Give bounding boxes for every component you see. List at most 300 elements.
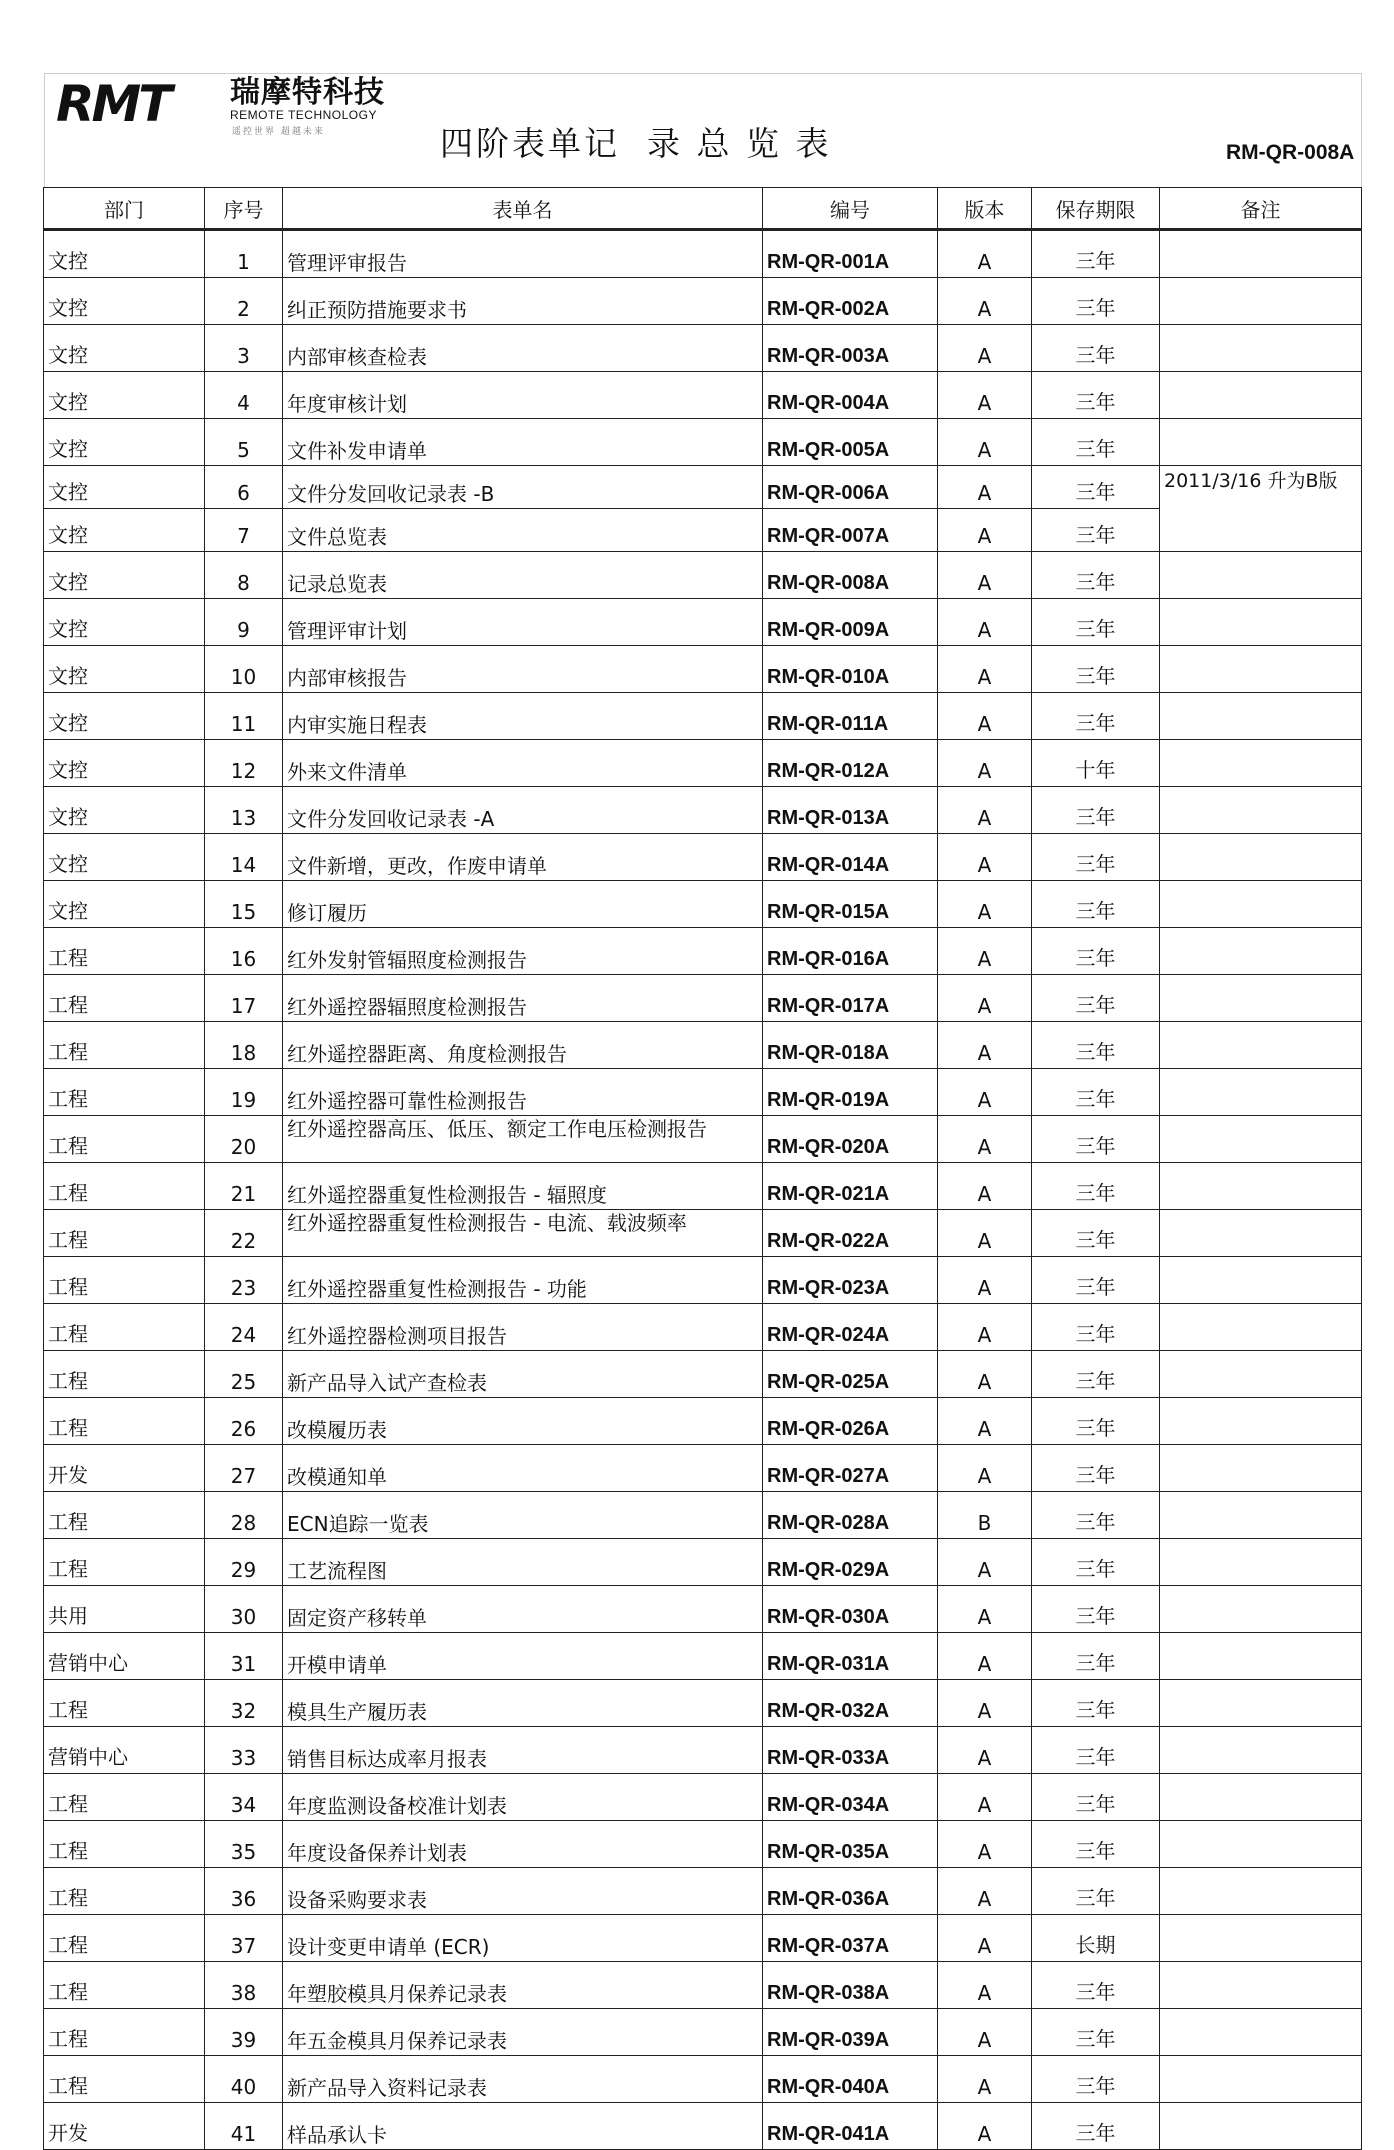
table-cell-code: RM-QR-012A — [763, 740, 938, 787]
table-cell-form-name: 记录总览表 — [283, 552, 763, 599]
table-cell-retention: 三年 — [1032, 1210, 1160, 1257]
table-cell-form-name: 开模申请单 — [283, 1633, 763, 1680]
table-cell-version: A — [938, 1821, 1032, 1868]
table-row — [44, 1445, 1362, 1492]
table-cell-dept: 工程 — [44, 1868, 205, 1915]
column-header-name: 表单名 — [283, 188, 763, 230]
table-cell-code: RM-QR-026A — [763, 1398, 938, 1445]
table-cell-version: A — [938, 693, 1032, 740]
table-cell-dept: 工程 — [44, 1116, 205, 1163]
table-cell-retention: 三年 — [1032, 552, 1160, 599]
table-cell-code: RM-QR-011A — [763, 693, 938, 740]
table-cell-code: RM-QR-029A — [763, 1539, 938, 1586]
table-cell-form-name: 新产品导入资料记录表 — [283, 2056, 763, 2103]
table-cell-seq: 36 — [205, 1868, 283, 1915]
table-cell-form-name: 年度审核计划 — [283, 372, 763, 419]
table-cell-dept: 营销中心 — [44, 1633, 205, 1680]
table-cell-retention: 三年 — [1032, 1398, 1160, 1445]
table-cell-remark — [1160, 928, 1362, 975]
table-row — [44, 1257, 1362, 1304]
table-cell-form-name: 文件分发回收记录表 -B — [283, 466, 763, 509]
table-cell-code: RM-QR-004A — [763, 372, 938, 419]
table-cell-version: A — [938, 1116, 1032, 1163]
table-cell-retention: 三年 — [1032, 1727, 1160, 1774]
table-cell-code: RM-QR-016A — [763, 928, 938, 975]
table-cell-remark — [1160, 1304, 1362, 1351]
table-cell-retention: 三年 — [1032, 1163, 1160, 1210]
table-cell-remark — [1160, 1398, 1362, 1445]
table-cell-form-name: 文件补发申请单 — [283, 419, 763, 466]
table-row — [44, 1680, 1362, 1727]
logo-company-name: 瑞摩特科技 — [230, 75, 385, 110]
table-cell-seq: 30 — [205, 1586, 283, 1633]
table-cell-version: A — [938, 1915, 1032, 1962]
table-cell-dept: 工程 — [44, 1915, 205, 1962]
table-cell-dept: 文控 — [44, 278, 205, 325]
table-row — [44, 1915, 1362, 1962]
table-cell-seq: 23 — [205, 1257, 283, 1304]
table-cell-seq: 41 — [205, 2103, 283, 2150]
table-cell-dept: 工程 — [44, 1962, 205, 2009]
table-cell-seq: 7 — [205, 509, 283, 552]
table-row — [44, 466, 1362, 509]
table-cell-dept: 文控 — [44, 881, 205, 928]
table-cell-retention: 长期 — [1032, 1915, 1160, 1962]
table-cell-retention: 三年 — [1032, 1633, 1160, 1680]
logo-slogan: 遥控世界 超越未来 — [232, 127, 325, 137]
table-cell-retention: 三年 — [1032, 928, 1160, 975]
table-cell-retention: 三年 — [1032, 1257, 1160, 1304]
table-row — [44, 928, 1362, 975]
table-row — [44, 834, 1362, 881]
table-body — [44, 230, 1362, 2150]
table-cell-remark — [1160, 1774, 1362, 1821]
table-cell-code: RM-QR-018A — [763, 1022, 938, 1069]
table-cell-form-name: 年度设备保养计划表 — [283, 1821, 763, 1868]
table-cell-form-name: ECN追踪一览表 — [283, 1492, 763, 1539]
table-cell-code: RM-QR-021A — [763, 1163, 938, 1210]
table-cell-remark — [1160, 2009, 1362, 2056]
logo-letters: RMT — [56, 75, 170, 133]
table-row — [44, 1398, 1362, 1445]
table-cell-dept: 工程 — [44, 1398, 205, 1445]
records-table — [43, 187, 1362, 2150]
table-cell-code: RM-QR-019A — [763, 1069, 938, 1116]
table-row — [44, 975, 1362, 1022]
table-cell-version: A — [938, 509, 1032, 552]
table-cell-retention: 三年 — [1032, 1680, 1160, 1727]
table-cell-version: A — [938, 230, 1032, 278]
table-cell-retention: 三年 — [1032, 509, 1160, 552]
table-cell-form-name: 纠正预防措施要求书 — [283, 278, 763, 325]
table-cell-dept: 工程 — [44, 1774, 205, 1821]
table-cell-version: A — [938, 1163, 1032, 1210]
table-cell-remark — [1160, 1022, 1362, 1069]
table-cell-form-name: 红外遥控器重复性检测报告 - 辐照度 — [283, 1163, 763, 1210]
table-cell-remark — [1160, 1257, 1362, 1304]
table-cell-retention: 三年 — [1032, 975, 1160, 1022]
table-cell-dept: 工程 — [44, 2056, 205, 2103]
table-cell-retention: 三年 — [1032, 278, 1160, 325]
table-cell-version: A — [938, 2056, 1032, 2103]
table-cell-remark — [1160, 1821, 1362, 1868]
table-cell-remark — [1160, 1116, 1362, 1163]
table-row — [44, 1821, 1362, 1868]
table-cell-dept: 文控 — [44, 693, 205, 740]
table-cell-dept: 工程 — [44, 2009, 205, 2056]
table-cell-dept: 共用 — [44, 1586, 205, 1633]
table-row — [44, 1210, 1362, 1257]
table-cell-code: RM-QR-005A — [763, 419, 938, 466]
table-cell-seq: 10 — [205, 646, 283, 693]
table-cell-form-name: 年度监测设备校准计划表 — [283, 1774, 763, 1821]
table-cell-dept: 开发 — [44, 2103, 205, 2150]
table-cell-remark — [1160, 325, 1362, 372]
table-cell-seq: 32 — [205, 1680, 283, 1727]
table-cell-dept: 工程 — [44, 1821, 205, 1868]
table-cell-code: RM-QR-013A — [763, 787, 938, 834]
table-cell-dept: 文控 — [44, 740, 205, 787]
table-cell-version: A — [938, 1727, 1032, 1774]
table-cell-version: A — [938, 1069, 1032, 1116]
table-row — [44, 1727, 1362, 1774]
page-title: 四阶表单记 录 总 览 表 — [440, 124, 832, 163]
table-cell-form-name: 文件分发回收记录表 -A — [283, 787, 763, 834]
table-cell-version: A — [938, 740, 1032, 787]
table-cell-retention: 三年 — [1032, 834, 1160, 881]
column-header-code: 编号 — [763, 188, 938, 230]
table-cell-form-name: 改模通知单 — [283, 1445, 763, 1492]
table-cell-seq: 35 — [205, 1821, 283, 1868]
table-cell-form-name: 内部审核查检表 — [283, 325, 763, 372]
table-row — [44, 693, 1362, 740]
table-cell-seq: 13 — [205, 787, 283, 834]
table-cell-retention: 三年 — [1032, 787, 1160, 834]
table-cell-form-name: 红外遥控器重复性检测报告 - 电流、载波频率 — [283, 1210, 763, 1257]
table-row — [44, 1539, 1362, 1586]
table-cell-remark — [1160, 1962, 1362, 2009]
table-cell-code: RM-QR-035A — [763, 1821, 938, 1868]
table-cell-remark — [1160, 834, 1362, 881]
table-cell-dept: 工程 — [44, 1210, 205, 1257]
table-cell-code: RM-QR-022A — [763, 1210, 938, 1257]
table-cell-form-name: 文件新增，更改，作废申请单 — [283, 834, 763, 881]
table-cell-code: RM-QR-036A — [763, 1868, 938, 1915]
table-cell-remark — [1160, 1586, 1362, 1633]
table-cell-code: RM-QR-009A — [763, 599, 938, 646]
table-cell-seq: 39 — [205, 2009, 283, 2056]
table-cell-remark — [1160, 419, 1362, 466]
table-cell-code: RM-QR-025A — [763, 1351, 938, 1398]
table-cell-form-name: 年塑胶模具月保养记录表 — [283, 1962, 763, 2009]
table-cell-seq: 5 — [205, 419, 283, 466]
table-cell-remark — [1160, 1492, 1362, 1539]
table-row — [44, 1163, 1362, 1210]
company-logo — [52, 74, 417, 144]
table-row — [44, 881, 1362, 928]
table-cell-dept: 工程 — [44, 1069, 205, 1116]
table-cell-version: A — [938, 1962, 1032, 2009]
table-cell-version: A — [938, 834, 1032, 881]
table-cell-retention: 三年 — [1032, 1022, 1160, 1069]
column-header-dept: 部门 — [44, 188, 205, 230]
table-cell-dept: 工程 — [44, 1680, 205, 1727]
table-row — [44, 2056, 1362, 2103]
table-cell-dept: 开发 — [44, 1445, 205, 1492]
table-cell-seq: 28 — [205, 1492, 283, 1539]
table-cell-remark — [1160, 881, 1362, 928]
table-row — [44, 1774, 1362, 1821]
table-cell-remark — [1160, 1680, 1362, 1727]
table-cell-retention: 三年 — [1032, 372, 1160, 419]
table-cell-seq: 3 — [205, 325, 283, 372]
table-cell-version: A — [938, 372, 1032, 419]
table-cell-code: RM-QR-034A — [763, 1774, 938, 1821]
table-cell-code: RM-QR-020A — [763, 1116, 938, 1163]
table-row — [44, 278, 1362, 325]
table-cell-dept: 工程 — [44, 975, 205, 1022]
table-cell-seq: 9 — [205, 599, 283, 646]
table-cell-code: RM-QR-041A — [763, 2103, 938, 2150]
table-cell-seq: 17 — [205, 975, 283, 1022]
table-cell-form-name: 销售目标达成率月报表 — [283, 1727, 763, 1774]
table-cell-code: RM-QR-008A — [763, 552, 938, 599]
table-cell-seq: 2 — [205, 278, 283, 325]
table-row — [44, 2009, 1362, 2056]
table-cell-code: RM-QR-003A — [763, 325, 938, 372]
table-row — [44, 646, 1362, 693]
table-cell-remark — [1160, 1210, 1362, 1257]
table-cell-retention: 三年 — [1032, 1304, 1160, 1351]
table-cell-code: RM-QR-033A — [763, 1727, 938, 1774]
table-cell-form-name: 设备采购要求表 — [283, 1868, 763, 1915]
table-cell-retention: 三年 — [1032, 1868, 1160, 1915]
table-cell-remark — [1160, 552, 1362, 599]
table-row — [44, 1069, 1362, 1116]
column-header-version: 版本 — [938, 188, 1032, 230]
table-cell-seq: 11 — [205, 693, 283, 740]
table-cell-seq: 14 — [205, 834, 283, 881]
table-cell-retention: 三年 — [1032, 1492, 1160, 1539]
table-cell-code: RM-QR-032A — [763, 1680, 938, 1727]
table-row — [44, 1633, 1362, 1680]
column-header-remark: 备注 — [1160, 188, 1362, 230]
table-cell-code: RM-QR-039A — [763, 2009, 938, 2056]
table-cell-code: RM-QR-024A — [763, 1304, 938, 1351]
table-cell-dept: 工程 — [44, 1492, 205, 1539]
table-cell-retention: 三年 — [1032, 2056, 1160, 2103]
table-cell-dept: 工程 — [44, 1022, 205, 1069]
table-row — [44, 740, 1362, 787]
table-cell-form-name: 改模履历表 — [283, 1398, 763, 1445]
table-cell-dept: 文控 — [44, 419, 205, 466]
table-cell-remark — [1160, 693, 1362, 740]
table-cell-seq: 26 — [205, 1398, 283, 1445]
table-cell-version: A — [938, 2103, 1032, 2150]
table-cell-seq: 33 — [205, 1727, 283, 1774]
table-cell-seq: 25 — [205, 1351, 283, 1398]
table-cell-remark — [1160, 372, 1362, 419]
table-cell-remark — [1160, 1351, 1362, 1398]
table-cell-retention: 三年 — [1032, 2103, 1160, 2150]
table-cell-version: A — [938, 928, 1032, 975]
table-cell-retention: 三年 — [1032, 881, 1160, 928]
table-cell-form-name: 修订履历 — [283, 881, 763, 928]
table-row — [44, 230, 1362, 278]
table-cell-seq: 34 — [205, 1774, 283, 1821]
table-cell-dept: 工程 — [44, 928, 205, 975]
table-cell-version: A — [938, 1398, 1032, 1445]
table-cell-dept: 文控 — [44, 646, 205, 693]
table-cell-remark — [1160, 2103, 1362, 2150]
table-cell-form-name: 红外遥控器高压、低压、额定工作电压检测报告 — [283, 1116, 763, 1163]
table-cell-code: RM-QR-038A — [763, 1962, 938, 2009]
table-cell-seq: 1 — [205, 230, 283, 278]
table-cell-version: A — [938, 1539, 1032, 1586]
table-cell-seq: 16 — [205, 928, 283, 975]
column-header-seq: 序号 — [205, 188, 283, 230]
table-cell-remark — [1160, 1445, 1362, 1492]
table-cell-code: RM-QR-031A — [763, 1633, 938, 1680]
table-cell-retention: 三年 — [1032, 466, 1160, 509]
table-cell-dept: 工程 — [44, 1539, 205, 1586]
table-cell-version: A — [938, 1633, 1032, 1680]
table-cell-version: A — [938, 1445, 1032, 1492]
document-number: RM-QR-008A — [1226, 141, 1355, 164]
table-cell-code: RM-QR-040A — [763, 2056, 938, 2103]
table-cell-dept: 文控 — [44, 325, 205, 372]
table-cell-version: A — [938, 1210, 1032, 1257]
table-cell-retention: 三年 — [1032, 325, 1160, 372]
table-cell-dept: 文控 — [44, 466, 205, 509]
table-cell-code: RM-QR-006A — [763, 466, 938, 509]
table-cell-remark — [1160, 1539, 1362, 1586]
table-cell-code: RM-QR-001A — [763, 230, 938, 278]
table-row — [44, 787, 1362, 834]
table-cell-version: A — [938, 325, 1032, 372]
table-cell-dept: 文控 — [44, 552, 205, 599]
table-cell-form-name: 模具生产履历表 — [283, 1680, 763, 1727]
table-row — [44, 552, 1362, 599]
table-cell-retention: 十年 — [1032, 740, 1160, 787]
table-cell-retention: 三年 — [1032, 1539, 1160, 1586]
table-cell-seq: 4 — [205, 372, 283, 419]
table-cell-retention: 三年 — [1032, 1116, 1160, 1163]
table-cell-retention: 三年 — [1032, 1774, 1160, 1821]
table-cell-version: A — [938, 1868, 1032, 1915]
table-cell-form-name: 固定资产移转单 — [283, 1586, 763, 1633]
table-cell-dept: 文控 — [44, 834, 205, 881]
table-cell-code: RM-QR-028A — [763, 1492, 938, 1539]
table-cell-version: A — [938, 1774, 1032, 1821]
table-cell-form-name: 内审实施日程表 — [283, 693, 763, 740]
table-row — [44, 1492, 1362, 1539]
table-row — [44, 1962, 1362, 2009]
table-cell-seq: 20 — [205, 1116, 283, 1163]
table-cell-version: A — [938, 881, 1032, 928]
table-cell-version: A — [938, 466, 1032, 509]
table-cell-form-name: 红外遥控器辐照度检测报告 — [283, 975, 763, 1022]
table-cell-seq: 21 — [205, 1163, 283, 1210]
table-cell-form-name: 红外遥控器可靠性检测报告 — [283, 1069, 763, 1116]
table-cell-retention: 三年 — [1032, 1351, 1160, 1398]
table-cell-form-name: 管理评审报告 — [283, 230, 763, 278]
table-cell-code: RM-QR-027A — [763, 1445, 938, 1492]
table-cell-retention: 三年 — [1032, 693, 1160, 740]
table-cell-form-name: 红外遥控器重复性检测报告 - 功能 — [283, 1257, 763, 1304]
table-cell-version: A — [938, 2009, 1032, 2056]
table-cell-code: RM-QR-030A — [763, 1586, 938, 1633]
table-row — [44, 325, 1362, 372]
table-cell-retention: 三年 — [1032, 419, 1160, 466]
logo-english-name: REMOTE TECHNOLOGY — [230, 108, 377, 122]
table-cell-seq: 31 — [205, 1633, 283, 1680]
table-cell-code: RM-QR-010A — [763, 646, 938, 693]
table-cell-version: A — [938, 278, 1032, 325]
table-row — [44, 1304, 1362, 1351]
table-cell-code: RM-QR-015A — [763, 881, 938, 928]
table-row — [44, 1868, 1362, 1915]
table-cell-remark — [1160, 1069, 1362, 1116]
table-cell-retention: 三年 — [1032, 2009, 1160, 2056]
table-cell-form-name: 样品承认卡 — [283, 2103, 763, 2150]
table-cell-dept: 工程 — [44, 1351, 205, 1398]
table-cell-dept: 文控 — [44, 509, 205, 552]
table-cell-form-name: 新产品导入试产查检表 — [283, 1351, 763, 1398]
table-cell-version: A — [938, 599, 1032, 646]
table-cell-version: B — [938, 1492, 1032, 1539]
table-cell-seq: 15 — [205, 881, 283, 928]
table-cell-remark — [1160, 740, 1362, 787]
table-cell-remark — [1160, 975, 1362, 1022]
table-cell-form-name: 工艺流程图 — [283, 1539, 763, 1586]
table-cell-remark — [1160, 1163, 1362, 1210]
table-cell-retention: 三年 — [1032, 646, 1160, 693]
table-cell-code: RM-QR-023A — [763, 1257, 938, 1304]
table-cell-form-name: 内部审核报告 — [283, 646, 763, 693]
table-cell-form-name: 管理评审计划 — [283, 599, 763, 646]
table-cell-retention: 三年 — [1032, 1962, 1160, 2009]
table-cell-version: A — [938, 1022, 1032, 1069]
table-cell-version: A — [938, 646, 1032, 693]
table-cell-seq: 40 — [205, 2056, 283, 2103]
table-cell-code: RM-QR-017A — [763, 975, 938, 1022]
table-cell-form-name: 设计变更申请单 (ECR) — [283, 1915, 763, 1962]
table-cell-form-name: 红外遥控器检测项目报告 — [283, 1304, 763, 1351]
table-cell-retention: 三年 — [1032, 1821, 1160, 1868]
table-cell-remark — [1160, 1915, 1362, 1962]
table-cell-remark — [1160, 1727, 1362, 1774]
table-cell-dept: 文控 — [44, 787, 205, 834]
table-cell-form-name: 文件总览表 — [283, 509, 763, 552]
table-cell-form-name: 年五金模具月保养记录表 — [283, 2009, 763, 2056]
table-cell-version: A — [938, 419, 1032, 466]
table-cell-seq: 29 — [205, 1539, 283, 1586]
table-row — [44, 2103, 1362, 2150]
table-cell-seq: 6 — [205, 466, 283, 509]
table-cell-dept: 工程 — [44, 1304, 205, 1351]
table-cell-version: A — [938, 787, 1032, 834]
table-row — [44, 599, 1362, 646]
table-cell-remark: 2011/3/16 升为B版 — [1160, 466, 1362, 552]
table-cell-version: A — [938, 1680, 1032, 1727]
table-cell-seq: 8 — [205, 552, 283, 599]
table-row — [44, 1351, 1362, 1398]
table-cell-dept: 文控 — [44, 230, 205, 278]
table-cell-retention: 三年 — [1032, 230, 1160, 278]
table-cell-version: A — [938, 1257, 1032, 1304]
table-cell-form-name: 外来文件清单 — [283, 740, 763, 787]
